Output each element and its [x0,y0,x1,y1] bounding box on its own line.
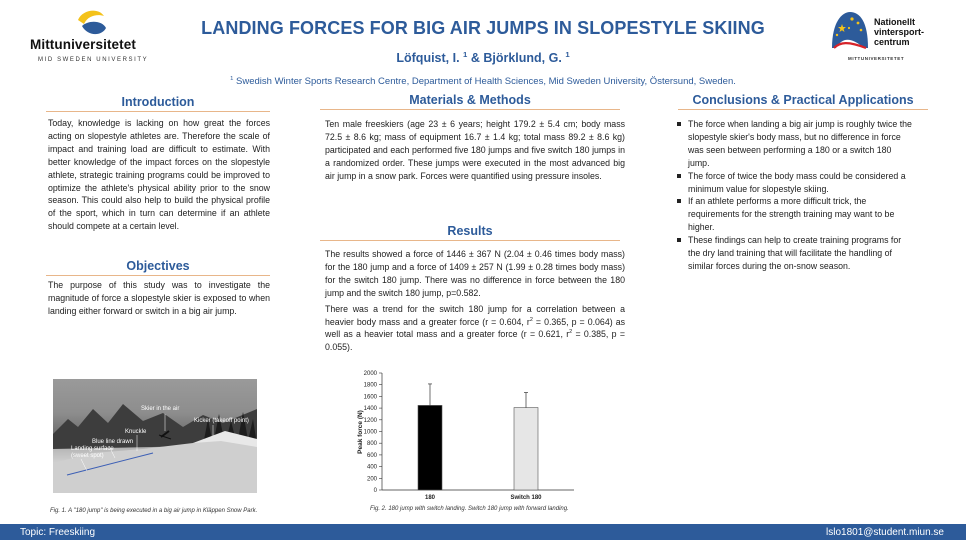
conclusion-item: The force of twice the body mass could be considered a minimum value for slopestyle skiing. [675,170,913,196]
centre-name-line-3: centrum [874,37,910,47]
label-knuckle: Knuckle [125,429,147,435]
poster-affiliation [120,76,846,87]
y-tick-label: 800 [366,441,377,448]
objectives-heading: Objectives [46,259,270,276]
footer-topic: Topic: Freeskiing [20,527,96,538]
centre-name-line-2: vintersport- [874,27,925,37]
y-tick-label: 1600 [363,394,377,401]
author-separator: & [467,51,484,65]
x-tick-label: Switch 180 [510,495,542,501]
poster-title: LANDING FORCES FOR BIG AIR JUMPS IN SLOPESTYLE SKIING [201,18,765,38]
label-skier-in-air: Skier in the air [141,406,180,412]
label-kicker: Kicker (takeoff point) [194,418,249,424]
y-tick-label: 400 [366,464,377,471]
introduction-heading: Introduction [46,95,270,112]
results-paragraph-1: The results showed a force of 1446 ± 367 N (2.04 ± 0.46 times body mass) for the 180 jump and a force of 1409 ± 257 N (1.99 ± 0.28 times body mass) for the switch 180 jump. There was no difference in force between the 180 jump and the switch 180 jump, p=0.582. [325,249,625,298]
y-axis-label: Peak force (N) [357,410,364,454]
introduction-text: Today, knowledge is lacking on how great the forces acting on slopestyle athletes are. Therefore the scale of impact and training load are difficult to estimate. With better knowledge of the impact forces on the slopestyle athlete, strategic training programs could be improved to optimize the athlete's physical ability prior to the snow season. This could also help to build the physical profile of the sport, which in turn can determine if an athlete should compete at a certain level. [48,118,270,232]
label-landing-surface [71,446,114,459]
figure-1-caption: Fig. 1. A "180 jump" is being executed in a big air jump in Kläppen Snow Park. [50,508,258,514]
author-2: Björklund, G. [483,51,562,65]
results-para2-part-a: There was a trend for the switch 180 jump for a correlation between a heavier body mass and a greater force (r = 0.604, r [325,303,625,327]
r-squared-exponent-2: 2 [569,329,573,336]
y-tick-label: 1000 [363,429,377,436]
label-landing-line-1: Landing surface [71,446,114,452]
big-air-jump-photo [53,379,257,493]
y-tick-label: 1200 [363,417,377,424]
mid-sweden-university-logo [28,8,156,70]
bars [418,384,542,501]
conclusion-item: The force when landing a big air jump is roughly twice the slopestyle skier's body mass, but no difference in force was seen between performing a 180 or a switch 180 jump. [675,118,913,170]
centre-name-line-1: Nationellt [874,17,916,27]
author-2-affil: 1 [565,49,570,59]
results-paragraph-2 [325,303,625,355]
y-ticks [364,371,382,494]
r-squared-exponent-1: 2 [529,316,533,323]
big-air-jump-illustration [53,379,257,493]
bar-180 [418,405,442,490]
results-heading: Results [320,224,620,241]
bar-switch-180 [514,408,538,490]
poster-authors [160,51,806,65]
label-landing-line-2: (sweet spot) [71,452,104,459]
y-tick-label: 0 [373,488,377,494]
conclusions-list [675,118,913,273]
results-para2-part-c: = 0.385, p = 0.055). [325,329,625,353]
affiliation-number: 1 [230,75,234,82]
label-blue-line: Blue line drawn [92,439,134,445]
affiliation-text: Swedish Winter Sports Research Centre, Department of Health Sciences, Mid Sweden University, Östersund, Sweden. [236,76,736,87]
author-1: Löfquist, I. [396,51,460,65]
author-1-affil: 1 [463,49,468,59]
objectives-text: The purpose of this study was to investigate the magnitude of force a slopestyle skier is exposed to when landing either forward or switch in a big air jump. [48,280,270,316]
y-tick-label: 1400 [363,406,377,413]
conclusion-item: These findings can help to create training programs for the dry land training that will facilitate the handling of similar forces during the on-snow season. [675,234,913,273]
y-tick-label: 200 [366,476,377,483]
national-winter-sports-centre-logo [826,6,942,68]
conclusion-item: If an athlete performs a more difficult trick, the requirements for the strength training may want to be higher. [675,195,913,234]
university-emblem-icon [72,8,112,38]
centre-subtitle: MITTUNIVERSITETET [848,56,905,61]
footer-email: lslo1801@student.miun.se [826,527,944,538]
y-tick-label: 600 [366,452,377,459]
results-text [325,248,625,354]
x-tick-label: 180 [424,495,436,501]
university-subtitle: MID SWEDEN UNIVERSITY [38,57,149,63]
winter-sports-centre-emblem-icon [828,8,872,52]
results-para2-part-b: = 0.365, p = 0.064) as well as a heavier total mass and a greater force (r = 0.621, r [325,316,625,340]
figure-2-caption: Fig. 2. 180 jump with switch landing. Switch 180 jump with forward landing. [370,506,569,512]
peak-force-bar-chart [352,366,588,504]
methods-text: Ten male freeskiers (age 23 ± 6 years; height 179.2 ± 5.4 cm; body mass 72.5 ± 8.6 kg; mass of equipment 16.7 ± 1.4 kg; total mass 89.2 ± 8.6 kg) participated and each performed five 180 jumps and five switch 180 jumps in a randomized order. These jumps were executed in the most advanced big air jump in a snow park. Forces were quantified using pressure insoles. [325,119,625,181]
centre-name [874,17,944,47]
conclusions-heading: Conclusions & Practical Applications [678,93,928,110]
y-tick-label: 1800 [363,382,377,389]
university-name: Mittuniversitetet [30,37,136,52]
y-tick-label: 2000 [363,371,377,377]
methods-heading: Materials & Methods [320,93,620,110]
footer-bar [0,524,966,540]
